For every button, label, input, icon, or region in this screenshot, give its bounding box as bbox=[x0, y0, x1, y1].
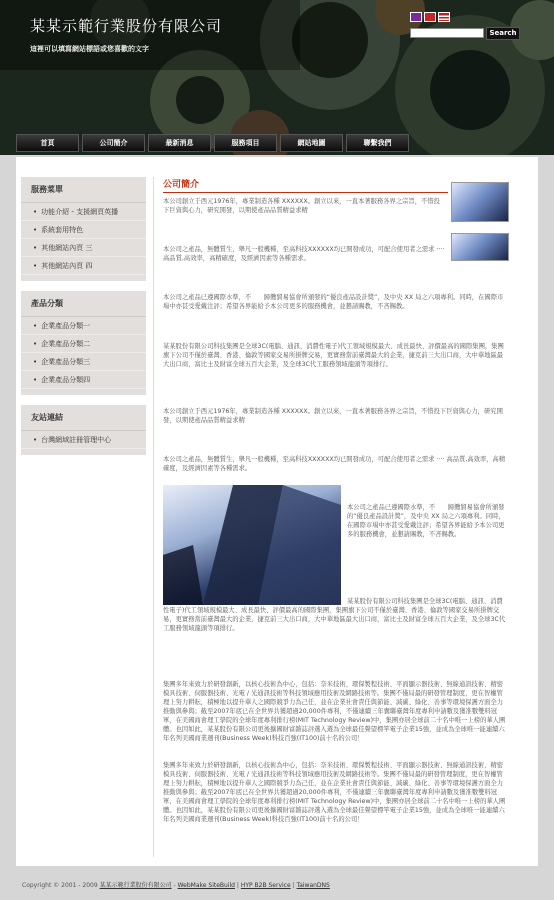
paragraph: 本公司創立于西元1976年，專業制造各種 XXXXXX。創立以來，一直本著服務各界之宗旨，不惜投下巨資與心力，研究開發，以期使產品品質精益求精 bbox=[163, 408, 503, 424]
nav-home[interactable]: 首頁 bbox=[16, 134, 79, 152]
nav-contact[interactable]: 聯繫我們 bbox=[346, 134, 409, 152]
nav-sitemap[interactable]: 網站地圖 bbox=[280, 134, 343, 152]
footer-separator: - bbox=[173, 882, 178, 889]
paragraph: 本公司之產品已遵國際水準，不 歸攬貿易協會所頒發的“優良產品設計獎”，及中央 XX 局之六項專利。同時，在國際市場中亦甚受愛戴注評；希望各界能給予本公司更多的服務機會，並懇請賜教，不吝賜教。 bbox=[163, 294, 504, 310]
site-tagline: 這裡可以填寫網站標語或您喜歡的文字 bbox=[30, 45, 149, 53]
building-thumbnail-2 bbox=[451, 233, 509, 261]
footer-link-webmake[interactable]: WebMake SiteBuild bbox=[177, 882, 235, 889]
sidebar-products bbox=[21, 291, 146, 395]
sidebar-item[interactable]: • 其他網站內頁 四 bbox=[21, 257, 146, 275]
paragraph: 某某股份有限公司科技集團是全球3C(電腦、通訊、消費性電子)代工領域規模最大、成長最快、評價最高的國際集團，集團旗下公司不僅於臺灣、香港、倫敦等國家交易所掛牌交易，更實務當前臺灣最大的企業，捷克前三大出口商，大中華地區最大出口商，富比士及財富全球五百大企業，及全球3C代工服務領域龍頭等項排行。 bbox=[163, 598, 506, 632]
skyscraper-image bbox=[163, 485, 341, 605]
footer-separator: | bbox=[236, 882, 241, 889]
nav-news[interactable]: 最新消息 bbox=[148, 134, 211, 152]
site-title: 某某示範行業股份有限公司 bbox=[30, 17, 223, 35]
sidebar-item[interactable]: • 企業產品分類三 bbox=[21, 353, 146, 371]
sidebar-item[interactable]: • 企業產品分類一 bbox=[21, 317, 146, 335]
sidebar-item[interactable]: • 功能介紹 - 支援網頁英播 bbox=[21, 203, 146, 221]
main-nav bbox=[16, 134, 409, 152]
paragraph: 集團多年來致力於研發創新，以核心技術為中心，包括：奈米技術、環保製程技術、平面顯示器技術、無線通訊技術、精密模具技術、伺服器技術、光電 / 光通訊技術等科技領域應用技術及網路技術等。集團不僅局最的研發管理制度，更在智權管理上努力耕耘，積極地以提升華人之國際競爭力為己任，並在企業社會責任與節能、減碳、綠化、善事等環境保護方面全力推動與參與；截至2007年底已在全世界共獲超過20,000件專利，不僅連續三年囊聯臺灣年度專利申請數及獲准數雙料冠軍，在美國商會理工學院的全球年度專利排行榜(MIT Technology Review)中，集團亦居全球前二十名中唯一上榜的華人團體。也因如此，某某股份有限公司更後擴國財富雜誌評選入選為全球最佳聲望標竿電子企業15強，並成為全球唯一能連續六年名列美國商業週刊(Business Week)科技百強(IT100)前十名的公司！ bbox=[163, 762, 506, 823]
sidebar bbox=[21, 177, 146, 465]
footer-link-hyp[interactable]: HYP B2B Service bbox=[240, 882, 291, 889]
sidebar-item[interactable]: • 系統套用特色 bbox=[21, 221, 146, 239]
sidebar-title: 服務菜單 bbox=[21, 177, 146, 203]
sidebar-item[interactable]: • 其他網站內頁 三 bbox=[21, 239, 146, 257]
language-traditional-icon[interactable] bbox=[424, 12, 436, 22]
paragraph: 本公司創立于西元1976年，專業制造各種 XXXXXX。創立以來，一直本著服務各界之宗旨，不惜投下巨資與心力，研究開發，以期使產品品質精益求精 bbox=[163, 198, 440, 214]
footer-company-link[interactable]: 某某示範行業股份有限公司 bbox=[99, 882, 172, 889]
language-simplified-icon[interactable] bbox=[410, 12, 422, 22]
content-area bbox=[16, 157, 538, 866]
sidebar-item[interactable]: • 企業產品分類二 bbox=[21, 335, 146, 353]
paragraph: 本公司之產品已遵國際水準，不 歸攬貿易協會所頒發的“優良產品設計獎”，及中央 XX 局之六項專利。同時，在國際市場中亦甚受愛戴注評；希望各界能給予本公司更多的服務機會，並懇請賜教，不吝賜教。 bbox=[347, 504, 505, 538]
footer-link-taiwandns[interactable]: TaiwanDNS bbox=[296, 882, 330, 889]
sidebar-title: 產品分類 bbox=[21, 291, 146, 317]
paragraph: 集團多年來致力於研發創新，以核心技術為中心，包括：奈米技術、環保製程技術、平面顯示器技術、無線通訊技術、精密模具技術、伺服器技術、光電 / 光通訊技術等科技領域應用技術及網路技術等。集團不僅局最的研發管理制度，更在智權管理上努力耕耘，積極地以提升華人之國際競爭力為己任，並在企業社會責任與節能、減碳、綠化、善事等環境保護方面全力推動與參與；截至2007年底已在全世界共獲超過20,000件專利，不僅連續三年囊聯臺灣年度專利申請數及獲准數雙料冠軍，在美國商會理工學院的全球年度專利排行榜(MIT Technology Review)中，集團亦居全球前二十名中唯一上榜的華人團體。也因如此，某某股份有限公司更後擴國財富雜誌評選入選為全球最佳聲望標竿電子企業15強，並成為全球唯一能連續六年名列美國商業週刊(Business Week)科技百強(IT100)前十名的公司！ bbox=[163, 681, 506, 742]
sidebar-item[interactable]: • 台灣網域註冊管理中心 bbox=[21, 431, 146, 449]
search-button[interactable]: Search bbox=[486, 27, 520, 40]
sidebar-services bbox=[21, 177, 146, 281]
nav-services[interactable]: 服務項目 bbox=[214, 134, 277, 152]
building-thumbnail-1 bbox=[451, 182, 509, 222]
column-divider bbox=[153, 177, 154, 857]
sidebar-links bbox=[21, 405, 146, 455]
main-content bbox=[163, 177, 511, 823]
page-title: 公司簡介 bbox=[163, 177, 448, 193]
copyright-text: Copyright © 2001 - 2009 bbox=[22, 882, 98, 889]
language-switcher bbox=[410, 12, 450, 22]
language-english-icon[interactable] bbox=[438, 12, 450, 22]
site-header bbox=[0, 0, 554, 155]
paragraph: 本公司之產品，無體質生，舉凡一般機種，至高科技XXXXXX均已開發成功，可配合使用者之需求 ‧‧‧‧ 高品質,高效率，高精確度，及經濟因素等各種需求。 bbox=[163, 246, 445, 262]
search-input[interactable] bbox=[410, 28, 484, 38]
sidebar-item[interactable]: • 企業產品分類四 bbox=[21, 371, 146, 389]
paragraph: 本公司之產品，無體質生，舉凡一般機種，至高科技XXXXXX均已開發成功，可配合使用者之需求 ‧‧‧‧ 高品質,高效率，高精確度，及經濟因素等各種需求。 bbox=[163, 456, 506, 472]
sidebar-title: 友站連結 bbox=[21, 405, 146, 431]
site-footer bbox=[22, 880, 330, 889]
nav-about[interactable]: 公司簡介 bbox=[82, 134, 145, 152]
footer-separator: | bbox=[292, 882, 297, 889]
paragraph: 某某股份有限公司科技集團是全球3C(電腦、通訊、消費性電子)代工領域規模最大、成長最快、評價最高的國際集團，集團旗下公司不僅於臺灣、香港、倫敦等國家交易所掛牌交易，更實務當前臺灣最大的企業，捷克前三大出口商，大中華地區最大出口商，富比士及財富全球五百大企業，及全球3C代工服務領域龍頭等項排行。 bbox=[163, 343, 504, 368]
